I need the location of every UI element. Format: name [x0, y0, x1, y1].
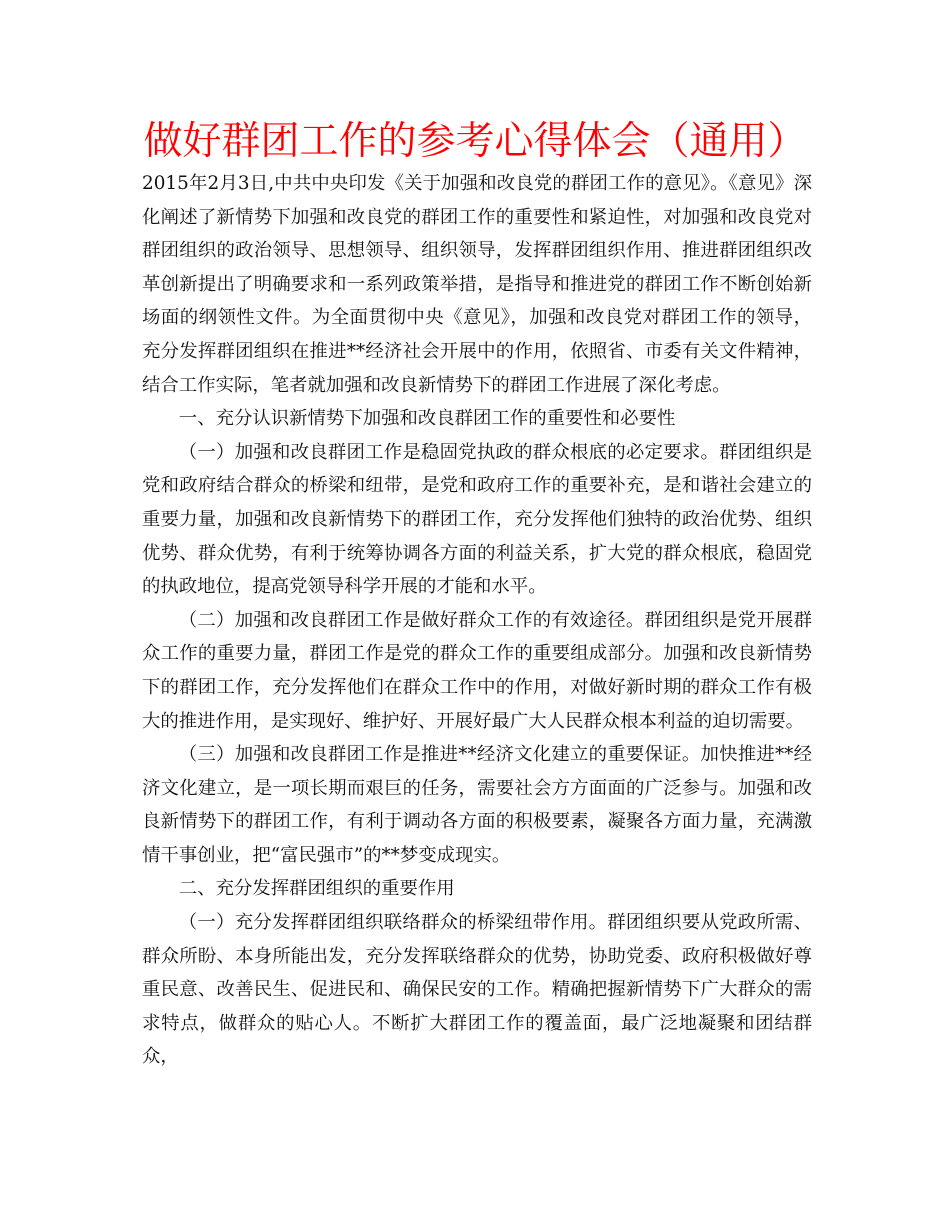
- paragraph-1-1: （一）加强和改良群团工作是稳固党执政的群众根底的必定要求。群团组织是党和政府结合群众的桥梁和纽带，是党和政府工作的重要补充，是和谐社会建立的重要力量，加强和改良新情势下的群团工作，充分发挥他们独特的政治优势、组织优势、群众优势，有利于统筹协调各方面的利益关系，扩大党的群众根底，稳固党的执政地位，提高党领导科学开展的才能和水平。: [142, 441, 812, 598]
- intro-paragraph: 2015年2月3日,中共中央印发《关于加强和改良党的群团工作的意见》。《意见》深化阐述了新情势下加强和改良党的群团工作的重要性和紧迫性，对加强和改良党对群团组织的政治领导、思想领导、组织领导，发挥群团组织作用、推进群团组织改革创新提出了明确要求和一系列政策举措，是指导和推进党的群团工作不断创始新场面的纲领性文件。为全面贯彻中央《意见》，加强和改良党对群团工作的领导，充分发挥群团组织在推进**经济社会开展中的作用，依照省、市委有关文件精神，结合工作实际，笔者就加强和改良新情势下的群团工作进展了深化考虑。: [142, 173, 812, 396]
- paragraph-1-2: （二）加强和改良群团工作是做好群众工作的有效途径。群团组织是党开展群众工作的重要力量，群团工作是党的群众工作的重要组成部分。加强和改良新情势下的群团工作，充分发挥他们在群众工作中的作用，对做好新时期的群众工作有极大的推进作用，是实现好、维护好、开展好最广大人民群众根本利益的迫切需要。: [142, 609, 812, 732]
- section-heading-1: 一、充分认识新情势下加强和改良群团工作的重要性和必要性: [178, 408, 676, 430]
- section-heading-2: 二、充分发挥群团组织的重要作用: [178, 878, 455, 900]
- document-body: [142, 167, 812, 1074]
- paragraph-1-3: （三）加强和改良群团工作是推进**经济文化建立的重要保证。加快推进**经济文化建立，是一项长期而艰巨的任务，需要社会方方面面的广泛参与。加强和改良新情势下的群团工作，有利于调动各方面的积极要素，凝聚各方面力量，充满激情干事创业，把“富民强市”的**梦变成现实。: [142, 744, 812, 866]
- document-title: 做好群团工作的参考心得体会（通用）: [143, 119, 807, 164]
- paragraph-2-1: （一）充分发挥群团组织联络群众的桥梁纽带作用。群团组织要从党政所需、群众所盼、本身所能出发，充分发挥联络群众的优势，协助党委、政府积极做好尊重民意、改善民生、促进民和、确保民安的工作。精确把握新情势下广大群众的需求特点，做群众的贴心人。不断扩大群团工作的覆盖面，最广泛地凝聚和团结群众，: [142, 912, 812, 1068]
